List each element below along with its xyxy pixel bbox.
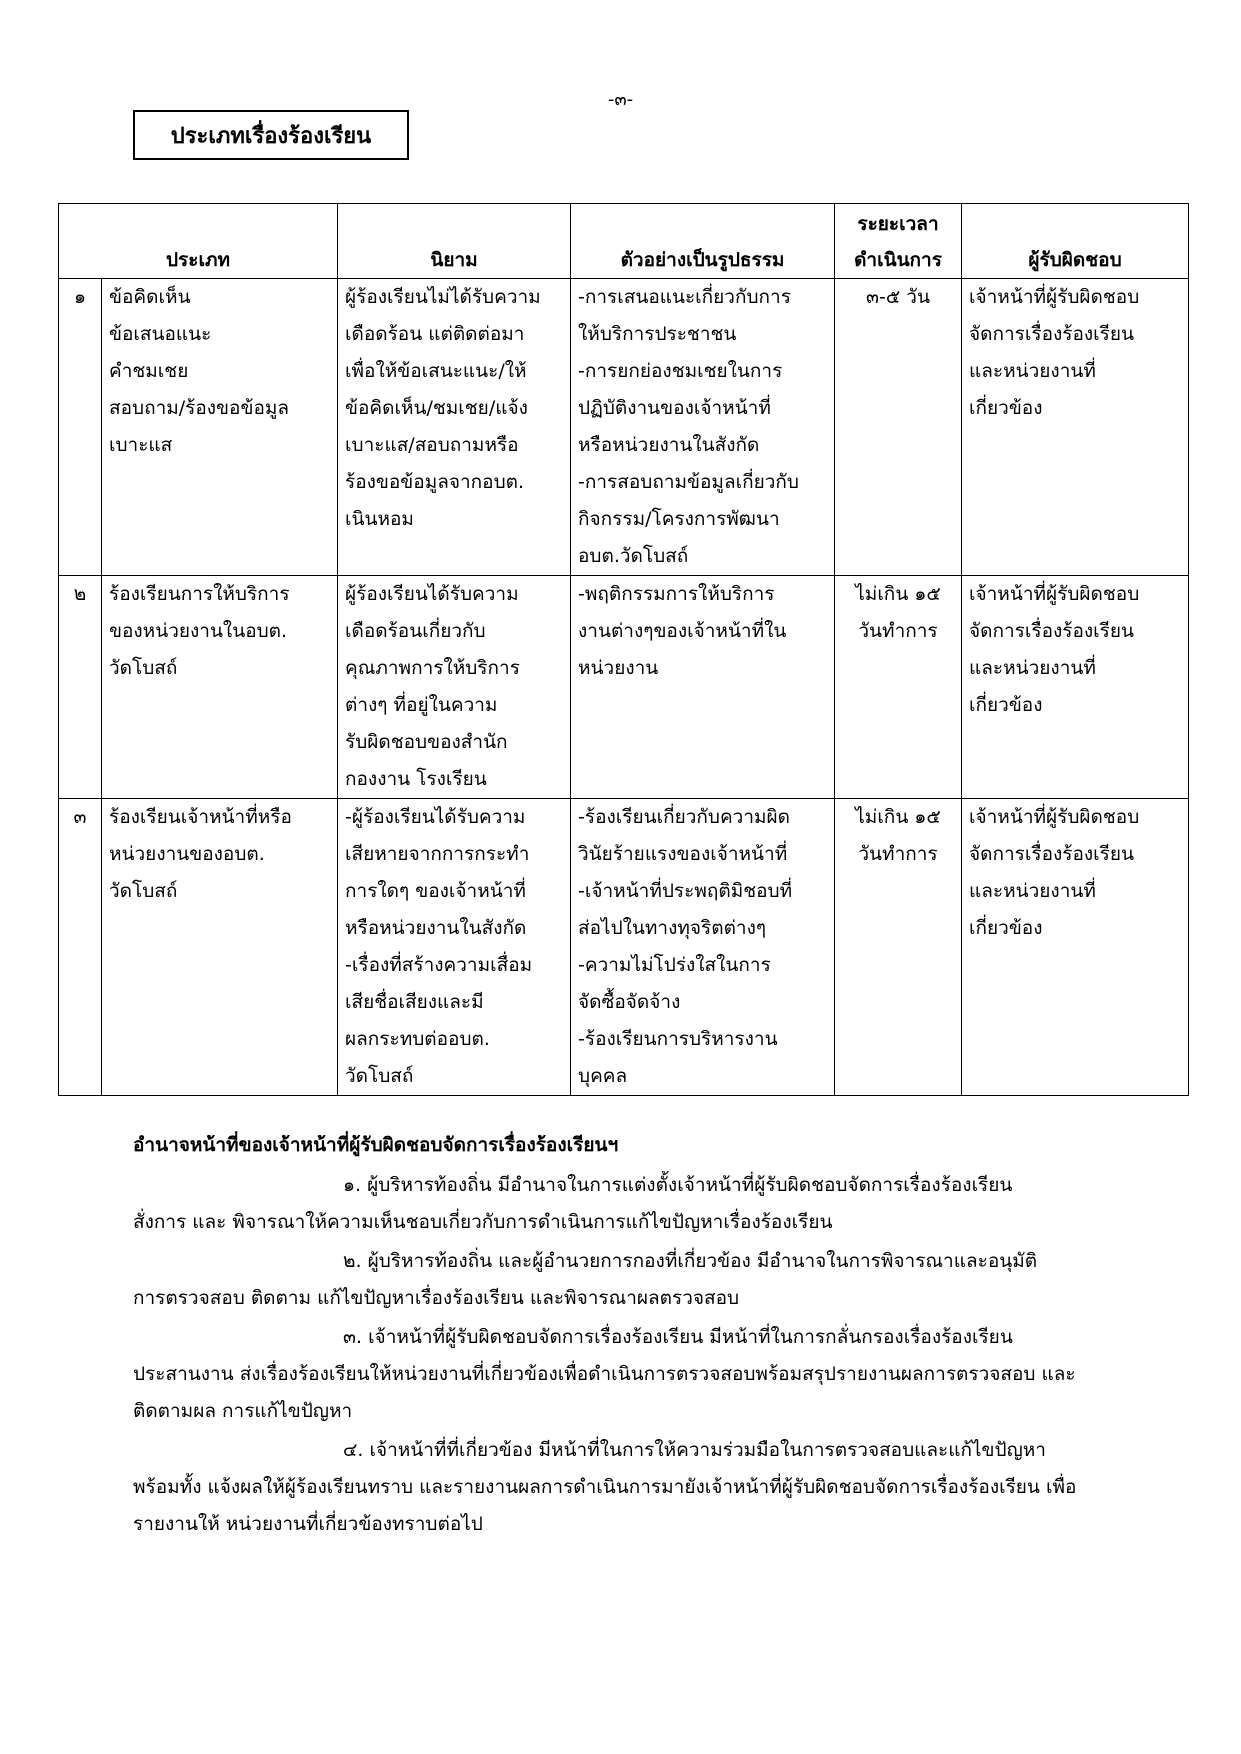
table-header-row	[59, 204, 1189, 279]
cell-line: รับผิดชอบของสำนัก	[345, 731, 508, 753]
cell-line: และหน่วยงานที่	[969, 657, 1096, 679]
cell-responsible	[962, 279, 1189, 576]
cell-line: เจ้าหน้าที่ผู้รับผิดชอบ	[969, 583, 1140, 605]
cell-line: ผู้ร้องเรียนได้รับความ	[345, 583, 519, 605]
cell-line: เจ้าหน้าที่ผู้รับผิดชอบ	[969, 286, 1140, 308]
cell-definition	[338, 799, 571, 1096]
cell-line: ไม่เกิน ๑๕	[855, 806, 941, 828]
table-row	[59, 576, 1189, 799]
cell-type	[102, 576, 338, 799]
duty-item-first-line: ๑. ผู้บริหารท้องถิ่น มีอำนาจในการแต่งตั้งเจ้าหน้าที่ผู้รับผิดชอบจัดการเรื่องร้องเรียน	[343, 1174, 1013, 1196]
cell-line: ข้อคิดเห็น/ชมเชย/แจ้ง	[345, 397, 528, 419]
cell-line: ร้องเรียนเจ้าหน้าที่หรือ	[109, 806, 292, 828]
cell-line: วัดโบสถ์	[109, 880, 178, 902]
duty-item	[133, 1319, 1101, 1430]
duty-item	[133, 1243, 1101, 1317]
cell-line: หรือหน่วยงานในสังกัด	[578, 434, 760, 456]
cell-period	[835, 279, 962, 576]
cell-line: บุคคล	[578, 1065, 628, 1087]
cell-line: ๓-๕ วัน	[866, 286, 930, 308]
cell-line: กองงาน โรงเรียน	[345, 768, 487, 790]
cell-line: กิจกรรม/โครงการพัฒนา	[578, 508, 780, 530]
cell-example	[571, 279, 835, 576]
cell-line: จัดการเรื่องร้องเรียน	[969, 620, 1134, 642]
cell-line: เสียหายจากการกระทำ	[345, 843, 530, 865]
cell-definition	[338, 576, 571, 799]
duty-item-first-line: ๒. ผู้บริหารท้องถิ่น และผู้อำนวยการกองที่เกี่ยวข้อง มีอำนาจในการพิจารณาและอนุมัติ	[343, 1250, 1038, 1272]
cell-line: เกี่ยวข้อง	[969, 917, 1043, 939]
cell-line: -การยกย่องชมเชยในการ	[578, 360, 783, 382]
duty-item-first-line: ๓. เจ้าหน้าที่ผู้รับผิดชอบจัดการเรื่องร้องเรียน มีหน้าที่ในการกลั่นกรองเรื่องร้องเรียน	[343, 1326, 1013, 1348]
row-number: ๑	[59, 279, 102, 576]
header-period	[835, 204, 962, 279]
duty-item	[133, 1432, 1101, 1543]
cell-line: เจ้าหน้าที่ผู้รับผิดชอบ	[969, 806, 1140, 828]
cell-line: ให้บริการประชาชน	[578, 323, 737, 345]
duty-item-continuation: ประสานงาน ส่งเรื่องร้องเรียนให้หน่วยงานที่เกี่ยวข้องเพื่อดำเนินการตรวจสอบพร้อมสรุปรายงานผลการตรวจสอบ และ ติดตามผล การแก้ไขปัญหา	[133, 1363, 1076, 1422]
duty-item-continuation: การตรวจสอบ ติดตาม แก้ไขปัญหาเรื่องร้องเรียน และพิจารณาผลตรวจสอบ	[133, 1287, 740, 1309]
cell-line: จัดการเรื่องร้องเรียน	[969, 323, 1134, 345]
header-period-line1: ระยะเวลา	[857, 213, 939, 235]
cell-line: -พฤติกรรมการให้บริการ	[578, 583, 775, 605]
cell-example	[571, 799, 835, 1096]
cell-line: -ผู้ร้องเรียนได้รับความ	[345, 806, 526, 828]
cell-line: เกี่ยวข้อง	[969, 397, 1043, 419]
cell-responsible	[962, 799, 1189, 1096]
cell-line: ปฏิบัติงานของเจ้าหน้าที่	[578, 397, 771, 419]
cell-line: -ร้องเรียนเกี่ยวกับความผิด	[578, 806, 790, 828]
cell-line: เบาะแส	[109, 434, 173, 456]
cell-line: คำชมเชย	[109, 360, 189, 382]
cell-line: เพื่อให้ข้อเสนะแนะ/ให้	[345, 360, 527, 382]
table-row	[59, 279, 1189, 576]
duty-item-continuation: สั่งการ และ พิจารณาให้ความเห็นชอบเกี่ยวกับการดำเนินการแก้ไขปัญหาเรื่องร้องเรียน	[133, 1211, 833, 1233]
cell-line: -การสอบถามข้อมูลเกี่ยวกับ	[578, 471, 799, 493]
table-body	[59, 279, 1189, 1096]
cell-line: ไม่เกิน ๑๕	[855, 583, 941, 605]
cell-line: อบต.วัดโบสถ์	[578, 545, 689, 567]
cell-line: -การเสนอแนะเกี่ยวกับการ	[578, 286, 791, 308]
cell-type	[102, 799, 338, 1096]
cell-line: -ความไม่โปร่งใสในการ	[578, 954, 771, 976]
cell-line: ส่อไปในทางทุจริตต่างๆ	[578, 917, 767, 939]
cell-line: วินัยร้ายแรงของเจ้าหน้าที่	[578, 843, 788, 865]
header-definition: นิยาม	[338, 204, 571, 279]
cell-line: เสียชื่อเสียงและมี	[345, 991, 484, 1013]
cell-line: เดือดร้อนเกี่ยวกับ	[345, 620, 486, 642]
cell-line: และหน่วยงานที่	[969, 880, 1096, 902]
complaint-types-table	[58, 203, 1189, 1096]
cell-line: หน่วยงาน	[578, 657, 659, 679]
cell-line: ข้อคิดเห็น	[109, 286, 191, 308]
header-responsible: ผู้รับผิดชอบ	[962, 204, 1189, 279]
cell-line: เดือดร้อน แต่ติดต่อมา	[345, 323, 525, 345]
cell-line: วันทำการ	[858, 843, 938, 865]
page-title: ประเภทเรื่องร้องเรียน	[133, 110, 409, 160]
cell-line: -เรื่องที่สร้างความเสื่อม	[345, 954, 533, 976]
duty-item	[133, 1167, 1101, 1241]
cell-line: ผลกระทบต่ออบต.	[345, 1028, 490, 1050]
duty-item-first-line: ๔. เจ้าหน้าที่ที่เกี่ยวข้อง มีหน้าที่ในการให้ความร่วมมือในการตรวจสอบและแก้ไขปัญหา	[343, 1439, 1046, 1461]
cell-line: วัดโบสถ์	[109, 657, 178, 679]
row-number: ๒	[59, 576, 102, 799]
cell-line: เบาะแส/สอบถามหรือ	[345, 434, 519, 456]
cell-line: คุณภาพการให้บริการ	[345, 657, 520, 679]
cell-line: ต่างๆ ที่อยู่ในความ	[345, 694, 498, 716]
cell-line: การใดๆ ของเจ้าหน้าที่	[345, 880, 526, 902]
cell-line: งานต่างๆของเจ้าหน้าที่ใน	[578, 620, 787, 642]
header-type: ประเภท	[59, 204, 338, 279]
cell-line: -ร้องเรียนการบริหารงาน	[578, 1028, 778, 1050]
cell-line: -เจ้าหน้าที่ประพฤติมิชอบที่	[578, 880, 793, 902]
cell-type	[102, 279, 338, 576]
cell-period	[835, 576, 962, 799]
cell-line: สอบถาม/ร้องขอข้อมูล	[109, 397, 290, 419]
cell-responsible	[962, 576, 1189, 799]
header-period-line2: ดำเนินการ	[854, 249, 942, 271]
duties-heading: อำนาจหน้าที่ของเจ้าหน้าที่ผู้รับผิดชอบจัดการเรื่องร้องเรียนฯ	[133, 1134, 619, 1156]
cell-period	[835, 799, 962, 1096]
page-number: -๓-	[607, 89, 634, 110]
cell-line: จัดซื้อจัดจ้าง	[578, 991, 681, 1013]
cell-line: และหน่วยงานที่	[969, 360, 1096, 382]
duty-item-continuation: พร้อมทั้ง แจ้งผลให้ผู้ร้องเรียนทราบ และรายงานผลการดำเนินการมายังเจ้าหน้าที่ผู้รับผิดชอบจัดการเรื่องร้องเรียน เพื่อรายงานให้ หน่วยงานที่เกี่ยวข้องทราบต่อไป	[133, 1476, 1077, 1535]
cell-line: เกี่ยวข้อง	[969, 694, 1043, 716]
cell-line: หน่วยงานของอบต.	[109, 843, 265, 865]
table-row	[59, 799, 1189, 1096]
cell-line: เนินหอม	[345, 508, 414, 530]
cell-line: จัดการเรื่องร้องเรียน	[969, 843, 1134, 865]
cell-example	[571, 576, 835, 799]
header-example: ตัวอย่างเป็นรูปธรรม	[571, 204, 835, 279]
cell-line: วันทำการ	[858, 620, 938, 642]
cell-definition	[338, 279, 571, 576]
cell-line: ของหน่วยงานในอบต.	[109, 620, 288, 642]
cell-line: ข้อเสนอแนะ	[109, 323, 212, 345]
cell-line: ผู้ร้องเรียนไม่ได้รับความ	[345, 286, 541, 308]
cell-line: วัดโบสถ์	[345, 1065, 414, 1087]
cell-line: ร้องขอข้อมูลจากอบต.	[345, 471, 525, 493]
cell-line: หรือหน่วยงานในสังกัด	[345, 917, 527, 939]
row-number: ๓	[59, 799, 102, 1096]
cell-line: ร้องเรียนการให้บริการ	[109, 583, 290, 605]
